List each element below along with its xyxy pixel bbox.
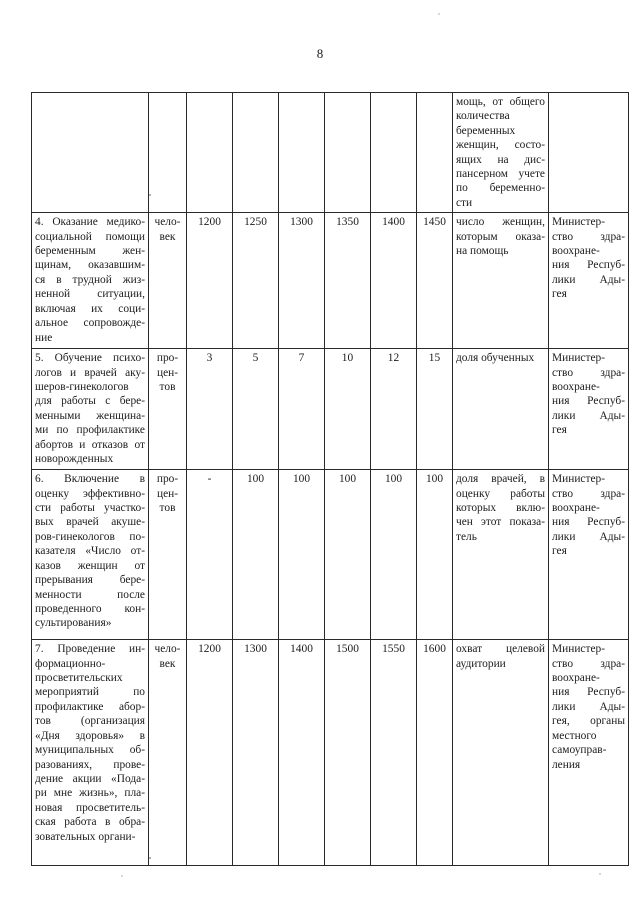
year-value-6: 1600: [417, 640, 453, 866]
year-value-1: 3: [187, 349, 233, 470]
year-value-5: 1400: [371, 213, 417, 349]
year-value-2: 1250: [233, 213, 279, 349]
table-row: [32, 349, 629, 470]
unit-cell: про- цен- тов: [149, 349, 187, 470]
table-row: [32, 640, 629, 866]
indicator-cell: [453, 640, 549, 866]
year-value-4: [325, 93, 371, 213]
unit-cell: чело- век: [149, 213, 187, 349]
responsible-cell-text: Министер- ство здра- воохране- ния Респуб- лики Ады- гея, органы местного самоуправ- ления: [552, 643, 625, 771]
year-value-6: 1450: [417, 213, 453, 349]
indicator-cell-text: доля врачей, в оценку работы которых вклю- чен этот показа- тель: [456, 473, 545, 543]
responsible-cell: [549, 470, 629, 640]
year-value-5: [371, 93, 417, 213]
responsible-cell-text: Министер- ство здра- воохране- ния Респуб- лики Ады- гея: [552, 216, 625, 301]
indicator-cell-text: доля обученных: [456, 352, 535, 365]
measure-description: [32, 349, 149, 470]
responsible-cell-text: Министер- ство здра- воохране- ния Респуб- лики Ады- гея: [552, 473, 625, 558]
responsible-cell: [549, 349, 629, 470]
measure-description: [32, 640, 149, 866]
responsible-cell: [549, 213, 629, 349]
table-row: [32, 470, 629, 640]
measure-description-text: 6. Включение в оценку эффективно- сти работы участко- вых врачей акуше- ров-гинекологов по- казателя «Число от- казов женщин от прерывания бере- менности после проведенного кон- сультирования»: [35, 473, 145, 630]
year-value-3: 7: [279, 349, 325, 470]
unit-cell: [149, 93, 187, 213]
year-value-4: 1350: [325, 213, 371, 349]
indicator-cell: [453, 213, 549, 349]
year-value-6: 15: [417, 349, 453, 470]
year-value-4: 10: [325, 349, 371, 470]
indicator-cell: [453, 349, 549, 470]
year-value-3: [279, 93, 325, 213]
measure-description-text: 4. Оказание медико- социальной помощи беременным жен- щинам, оказавшим- ся в трудной жиз- ненной ситуации, включая их соци- альное сопровожде- ние: [35, 216, 145, 344]
indicator-cell-text: охват целевой аудитории: [456, 643, 545, 670]
year-value-1: 1200: [187, 640, 233, 866]
unit-cell: про- цен- тов: [149, 470, 187, 640]
measure-description-text: 5. Обучение психо- логов и врачей аку- шеров-гинекологов для работы с бере- менными женщина- ми по профилактике абортов и отказов от новорожденных: [35, 352, 145, 466]
indicator-cell-text: мощь, от общего количества беременных женщин, состо- ящих на дис- пансерном учете по беременно- сти: [456, 96, 545, 209]
page-number: 8: [316, 46, 324, 61]
year-value-2: 5: [233, 349, 279, 470]
measure-description-text: 7. Проведение ин- формационно- просветительских мероприятий по профилактике абор- тов (организация «Дня здоровья» в муниципальных об- разованиях, прове- дение акции «Пода- ри мне жизнь», пла- новая просветитель- ская работа в обра- зовательных органи-: [35, 643, 145, 843]
unit-cell: чело- век: [149, 640, 187, 866]
year-value-6: [417, 93, 453, 213]
year-value-5: 12: [371, 349, 417, 470]
year-value-5: 1550: [371, 640, 417, 866]
indicator-cell: [453, 470, 549, 640]
year-value-4: 1500: [325, 640, 371, 866]
responsible-cell-text: Министер- ство здра- воохране- ния Респуб- лики Ады- гея: [552, 352, 625, 437]
indicator-cell: [453, 93, 549, 213]
year-value-4: 100: [325, 470, 371, 640]
year-value-5: 100: [371, 470, 417, 640]
year-value-1: [187, 93, 233, 213]
indicator-cell-text: число женщин, которым оказа- на помощь: [456, 216, 545, 258]
responsible-cell: [549, 93, 629, 213]
year-value-1: 1200: [187, 213, 233, 349]
program-table: [31, 92, 629, 866]
responsible-cell: [549, 640, 629, 866]
measure-description: [32, 93, 149, 213]
year-value-2: 1300: [233, 640, 279, 866]
year-value-3: 1300: [279, 213, 325, 349]
measure-description: [32, 470, 149, 640]
table-row: [32, 213, 629, 349]
year-value-2: [233, 93, 279, 213]
year-value-3: 100: [279, 470, 325, 640]
year-value-6: 100: [417, 470, 453, 640]
year-value-2: 100: [233, 470, 279, 640]
year-value-3: 1400: [279, 640, 325, 866]
measure-description: [32, 213, 149, 349]
year-value-1: -: [187, 470, 233, 640]
table-row: [32, 93, 629, 213]
